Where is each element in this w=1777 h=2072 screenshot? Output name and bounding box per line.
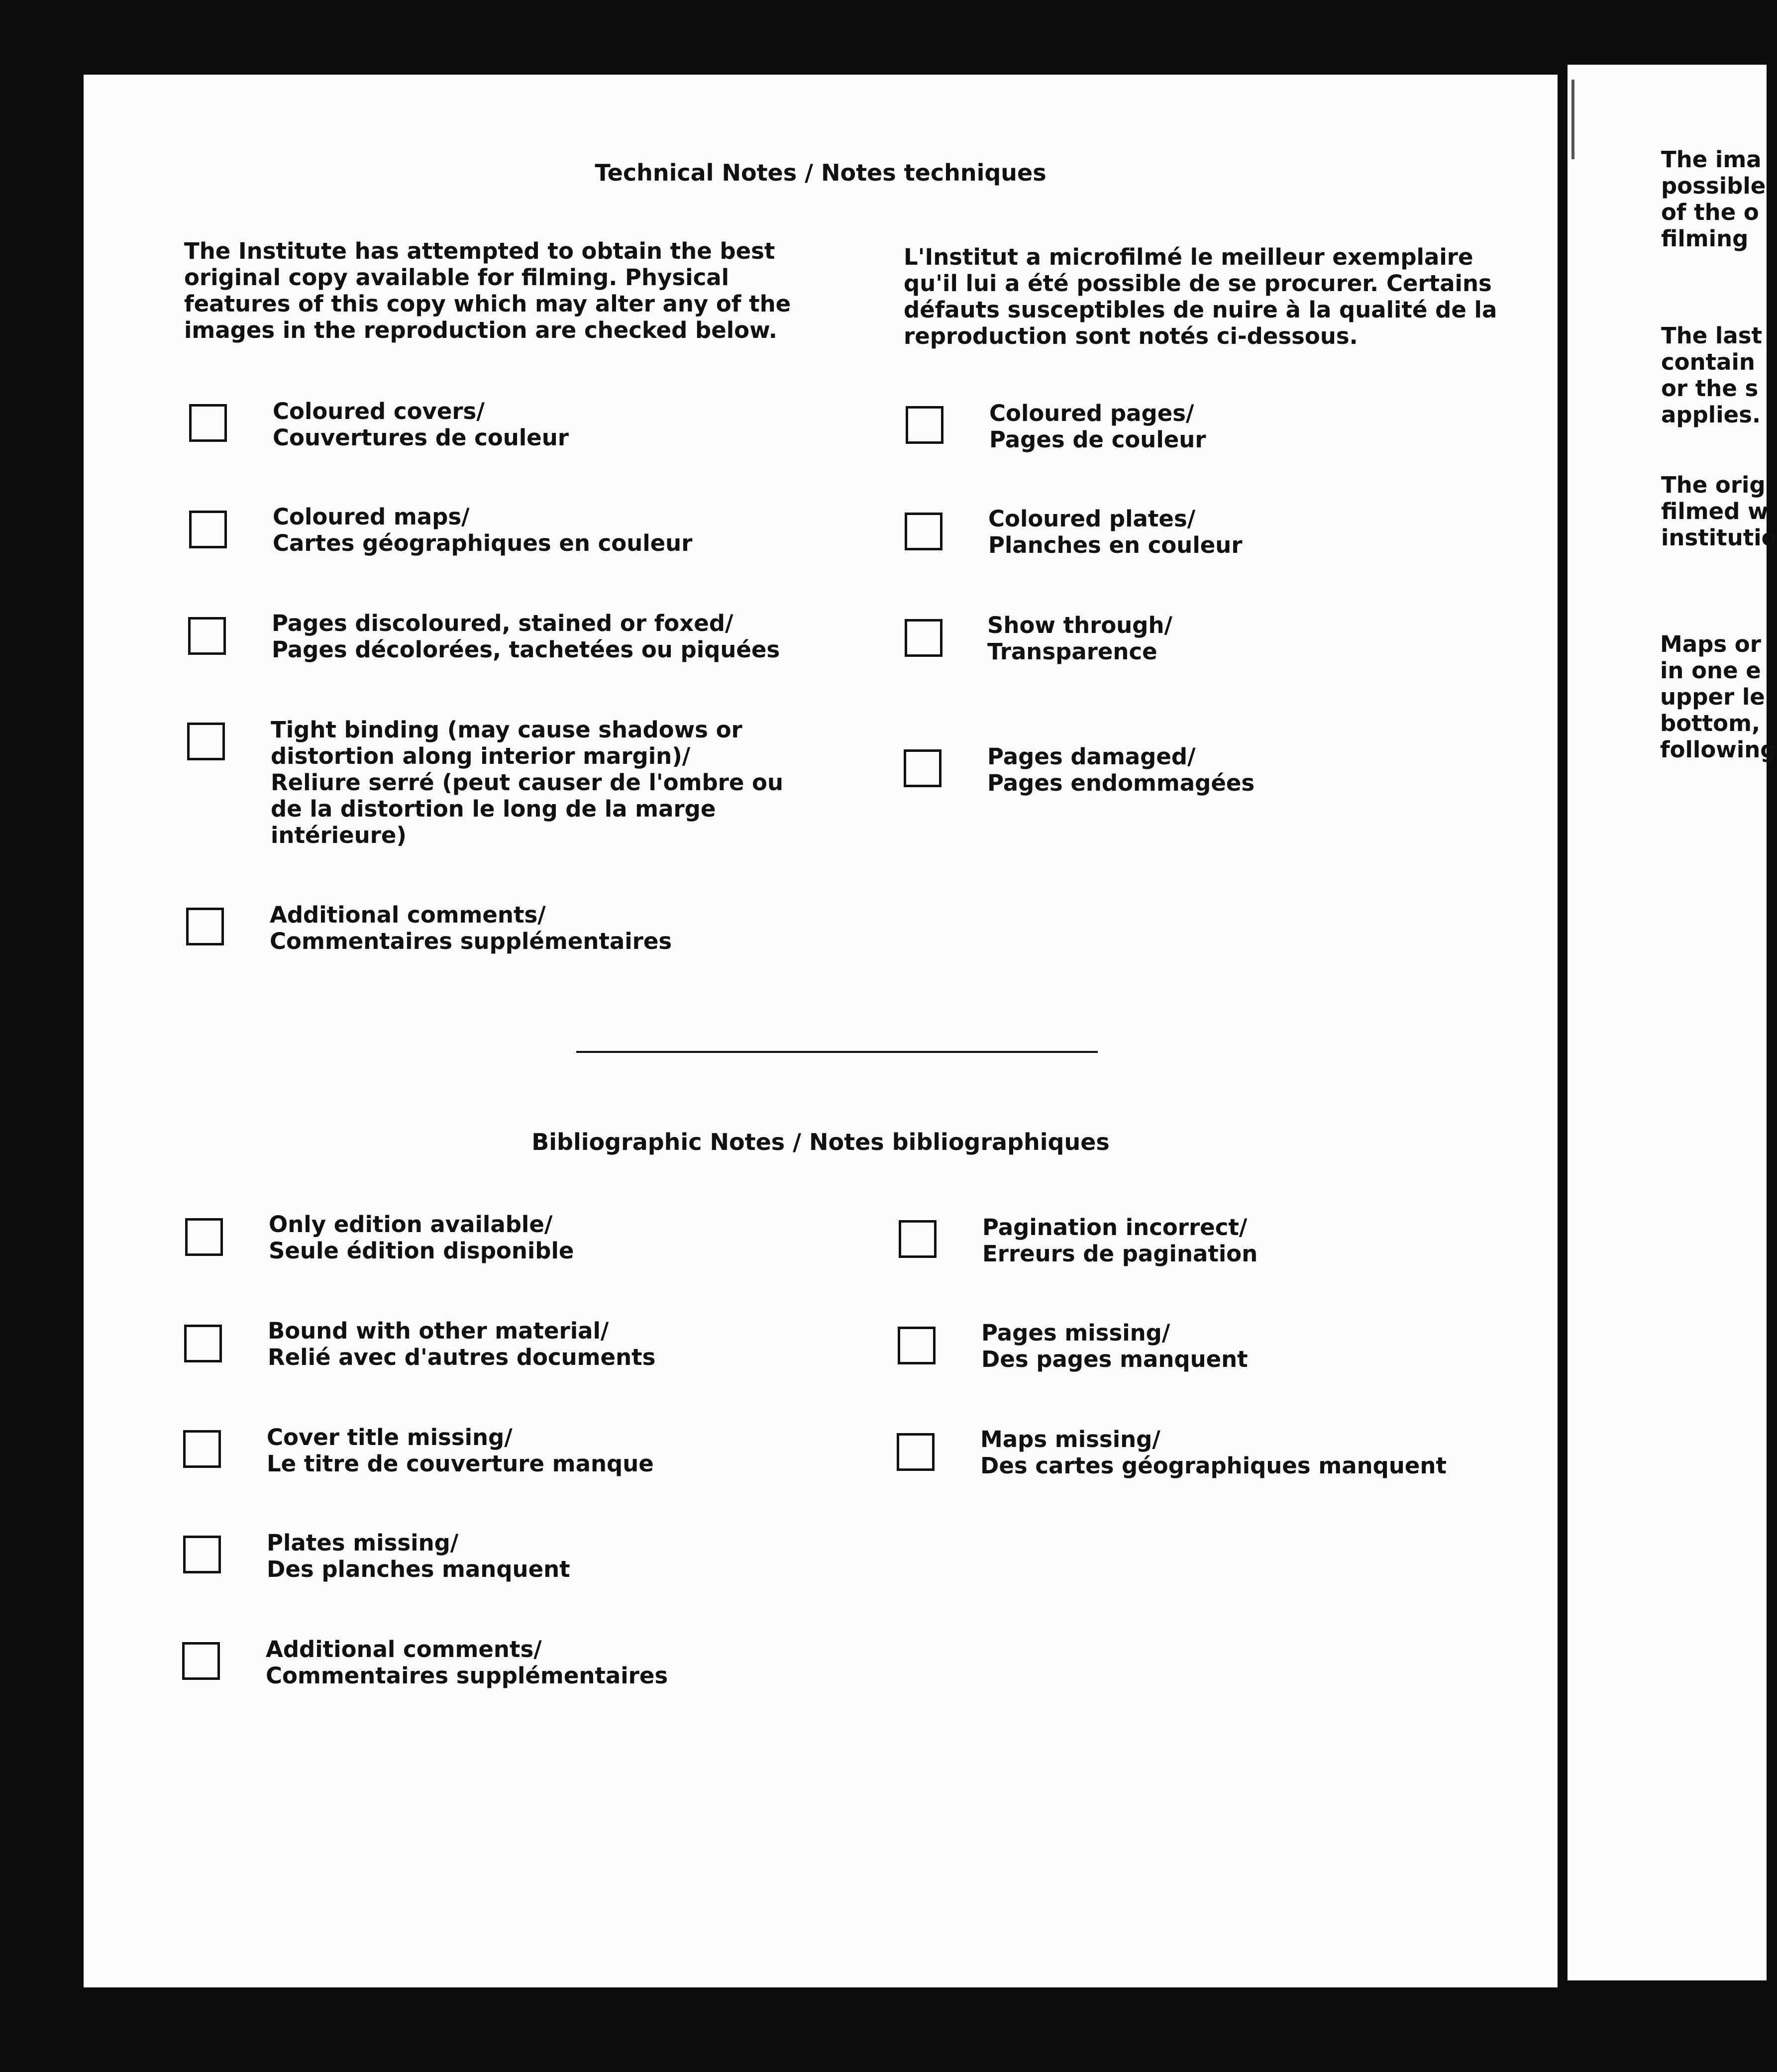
label-line: Pages décolorées, tachetées ou piquées [272,636,780,663]
fragment-line: or the s [1661,375,1759,402]
label-line: Pages de couleur [989,426,1206,453]
label-line: Show through/ [987,612,1172,638]
page-edge-shadow [1571,80,1574,159]
label-line: Pages damaged/ [987,743,1196,770]
label-line: Erreurs de pagination [982,1241,1258,1267]
checkbox-show-through[interactable] [905,619,942,657]
checkbox-pages-missing[interactable] [898,1327,936,1364]
checkbox-bound-with[interactable] [184,1325,222,1362]
label-additional-comments-technical [270,902,672,954]
checkbox-coloured-maps[interactable] [189,511,227,548]
label-line: distortion along interior margin)/ [271,743,691,769]
checkbox-pages-discoloured[interactable] [188,617,226,655]
fragment-line: contain [1661,349,1755,375]
label-line: Coloured plates/ [988,506,1196,532]
checkbox-coloured-plates[interactable] [905,513,942,550]
label-pages-discoloured [272,610,780,663]
fragment-line: Maps or [1660,631,1761,657]
checkbox-additional-comments-technical[interactable] [186,908,224,945]
intro-line: The Institute has attempted to obtain the best [184,238,775,264]
intro-line: features of this copy which may alter any of the [184,291,791,317]
bibliographic-notes-title: Bibliographic Notes / Notes bibliographiques [531,1129,1110,1155]
label-line: Tight binding (may cause shadows or [271,717,742,743]
label-maps-missing [980,1426,1447,1479]
label-cover-title-missing [267,1424,654,1477]
fragment-line: The last [1661,322,1763,349]
label-line: Transparence [987,638,1157,665]
fragment-line: bottom, [1660,710,1761,736]
label-line: Des cartes géographiques manquent [980,1452,1447,1479]
intro-line: images in the reproduction are checked below. [184,317,777,343]
label-line: Des planches manquent [267,1556,570,1582]
label-line: Commentaires supplémentaires [266,1662,668,1689]
fragment-line: filming [1661,225,1749,252]
label-coloured-covers [273,398,569,451]
label-line: Seule édition disponible [269,1238,574,1264]
label-plates-missing [267,1530,570,1582]
checkbox-plates-missing[interactable] [183,1536,221,1573]
label-line: Le titre de couverture manque [267,1450,654,1477]
label-pagination-incorrect [982,1214,1257,1267]
checkbox-only-edition[interactable] [185,1218,223,1256]
label-line: Cover title missing/ [267,1424,513,1450]
technical-notes-title: Technical Notes / Notes techniques [595,159,1046,186]
intro-line: qu'il lui a été possible de se procurer. Certains [904,270,1492,297]
intro-english [184,238,791,343]
checkbox-cover-title-missing[interactable] [183,1430,221,1468]
label-tight-binding [271,717,783,848]
intro-line: reproduction sont notés ci-dessous. [904,323,1358,349]
label-line: Planches en couleur [988,532,1243,558]
fragment-line: upper le [1660,684,1765,710]
label-line: Additional comments/ [266,1636,542,1662]
intro-line: original copy available for filming. Physical [184,264,730,291]
fragment-line: filmed w [1661,498,1769,524]
checkbox-maps-missing[interactable] [897,1433,935,1471]
label-line: Coloured pages/ [989,400,1194,426]
label-additional-comments-bibliographic [266,1636,668,1689]
adjacent-page [1568,65,1777,1980]
label-line: Pages missing/ [981,1320,1170,1346]
label-line: Pages endommagées [987,770,1255,796]
checkbox-coloured-covers[interactable] [189,404,227,442]
label-line: Bound with other material/ [268,1318,609,1344]
fragment-line: possible [1661,173,1766,199]
label-only-edition [269,1211,574,1264]
checkbox-tight-binding[interactable] [187,723,225,760]
label-line: Pagination incorrect/ [982,1214,1248,1241]
checkbox-additional-comments-bibliographic[interactable] [182,1642,220,1680]
label-pages-damaged [987,743,1254,796]
label-line: Additional comments/ [270,902,546,928]
fragment-line: of the o [1661,199,1759,225]
fragment-block-2 [1661,322,1762,428]
checkbox-pagination-incorrect[interactable] [899,1220,937,1258]
label-line: Coloured maps/ [273,504,470,530]
label-coloured-plates [988,506,1243,558]
checkbox-coloured-pages[interactable] [906,406,943,444]
label-line: Coloured covers/ [273,398,485,424]
label-line: Commentaires supplémentaires [270,928,672,954]
label-show-through [987,612,1172,665]
label-bound-with [268,1318,655,1370]
label-line: Only edition available/ [269,1211,553,1238]
fragment-line: applies. [1661,402,1761,428]
checkbox-pages-damaged[interactable] [904,749,941,787]
label-line: de la distortion le long de la marge [271,796,716,822]
label-pages-missing [981,1320,1248,1372]
fragment-block-3 [1661,472,1777,551]
fragment-block-1 [1661,146,1766,252]
label-line: Maps missing/ [980,1426,1160,1452]
label-line: Couvertures de couleur [273,424,569,451]
label-line: Relié avec d'autres documents [268,1344,656,1370]
label-line: Des pages manquent [981,1346,1248,1372]
label-line: Cartes géographiques en couleur [273,530,693,556]
intro-line: défauts susceptibles de nuire à la qualité de la [904,297,1497,323]
label-coloured-maps [273,504,692,556]
fragment-line: following [1660,736,1777,763]
section-divider [576,1051,1098,1053]
label-line: Plates missing/ [267,1530,459,1556]
fragment-line: in one e [1660,657,1761,684]
intro-line: L'Institut a microfilmé le meilleur exemplaire [904,244,1473,270]
fragment-line: The ima [1661,146,1762,173]
fragment-line: The orig [1661,472,1766,498]
label-line: Reliure serré (peut causer de l'ombre ou [271,769,784,796]
fragment-line: institutio [1661,524,1777,551]
intro-french [904,244,1497,349]
main-page [84,75,1558,1987]
fragment-block-4 [1660,631,1777,763]
label-line: Pages discoloured, stained or foxed/ [272,610,733,636]
label-coloured-pages [989,400,1206,453]
label-line: intérieure) [271,822,407,848]
